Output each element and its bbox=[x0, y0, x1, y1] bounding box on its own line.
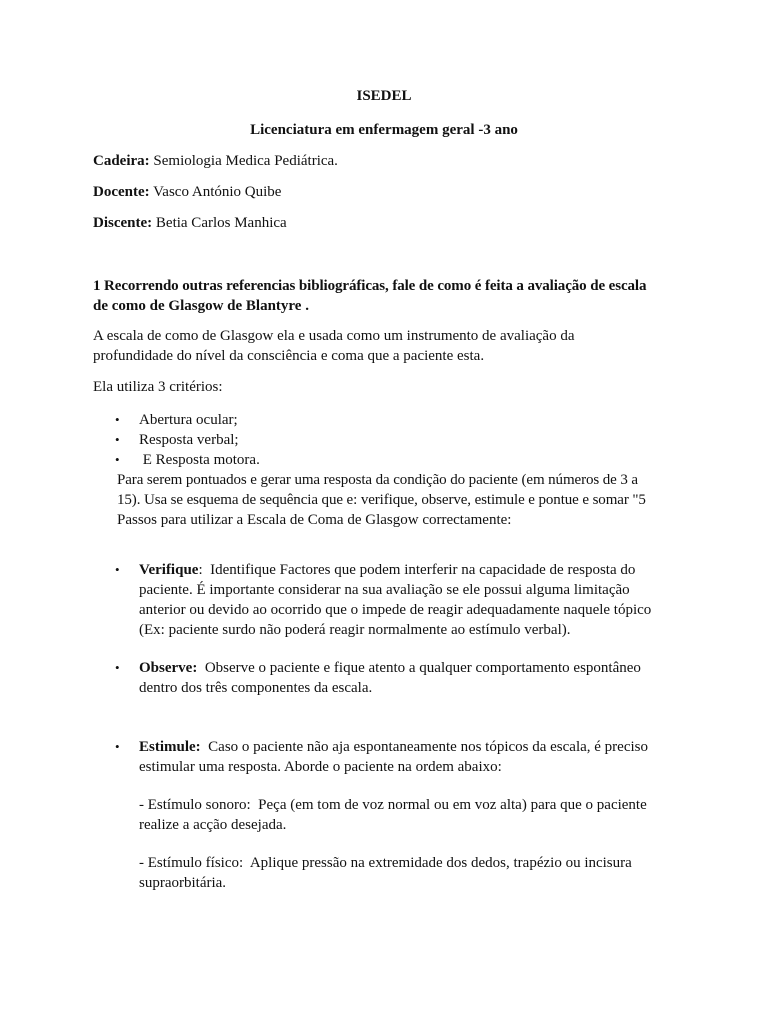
bullet-icon: • bbox=[115, 432, 120, 447]
institution-title: ISEDEL bbox=[356, 88, 412, 104]
verifique-line-2: paciente. É importante considerar na sua avaliação se ele possui alguma limitação bbox=[139, 582, 630, 598]
docente-value: Vasco António Quibe bbox=[149, 184, 282, 200]
observe-text-1: Observe o paciente e fique atento a qualquer comportamento espontâneo bbox=[197, 660, 641, 676]
intro-line-2: profundidade do nível da consciência e coma que a paciente esta. bbox=[93, 348, 485, 364]
criteria-lead: Ela utiliza 3 critérios: bbox=[93, 379, 223, 395]
criteria-item-3: E Resposta motora. bbox=[139, 452, 260, 468]
criteria-item-1: Abertura ocular; bbox=[139, 412, 238, 428]
docente-line bbox=[93, 182, 281, 202]
scoring-line-2: 15). Usa se esquema de sequência que e: verifique, observe, estimule e pontue e somar "5 bbox=[117, 492, 646, 508]
bullet-icon: • bbox=[115, 452, 120, 467]
discente-label: Discente: bbox=[93, 215, 153, 231]
scoring-line-3: Passos para utilizar a Escala de Coma de Glasgow correctamente: bbox=[117, 512, 512, 528]
verifique-term: Verifique bbox=[139, 562, 199, 578]
observe-line-1 bbox=[139, 658, 641, 678]
bullet-icon: • bbox=[115, 739, 120, 754]
stimulus-fisico-line-1: - Estímulo físico: Aplique pressão na extremidade dos dedos, trapézio ou incisura bbox=[139, 855, 632, 871]
verifique-line-4: (Ex: paciente surdo não poderá reagir normalmente ao estímulo verbal). bbox=[139, 622, 571, 638]
estimule-term: Estimule: bbox=[139, 739, 201, 755]
question-line-1: 1 Recorrendo outras referencias bibliográficas, fale de como é feita a avaliação de escala bbox=[93, 278, 647, 294]
bullet-icon: • bbox=[115, 660, 120, 675]
question-line-2: de como de Glasgow de Blantyre . bbox=[93, 298, 309, 314]
estimule-line-2: estimular uma resposta. Aborde o paciente na ordem abaixo: bbox=[139, 759, 502, 775]
verifique-line-1 bbox=[139, 560, 635, 580]
cadeira-line bbox=[93, 151, 338, 171]
verifique-line-3: anterior ou devido ao ocorrido que o impede de reagir adequadamente naquele tópico bbox=[139, 602, 652, 618]
intro-line-1: A escala de como de Glasgow ela e usada como um instrumento de avaliação da bbox=[93, 328, 575, 344]
bullet-icon: • bbox=[115, 412, 120, 427]
bullet-icon: • bbox=[115, 562, 120, 577]
observe-line-2: dentro dos três componentes da escala. bbox=[139, 680, 373, 696]
course-title: Licenciatura em enfermagem geral -3 ano bbox=[250, 122, 518, 138]
stimulus-fisico-line-2: supraorbitária. bbox=[139, 875, 227, 891]
verifique-text-1: : Identifique Factores que podem interferir na capacidade de resposta do bbox=[198, 562, 636, 578]
discente-line bbox=[93, 213, 287, 233]
stimulus-sonoro-line-1: - Estímulo sonoro: Peça (em tom de voz normal ou em voz alta) para que o paciente bbox=[139, 797, 647, 813]
estimule-text-1: Caso o paciente não aja espontaneamente nos tópicos da escala, é preciso bbox=[200, 739, 648, 755]
scoring-line-1: Para serem pontuados e gerar uma resposta da condição do paciente (em números de 3 a bbox=[117, 472, 638, 488]
discente-value: Betia Carlos Manhica bbox=[152, 215, 287, 231]
estimule-line-1 bbox=[139, 737, 648, 757]
stimulus-sonoro-line-2: realize a acção desejada. bbox=[139, 817, 287, 833]
docente-label: Docente: bbox=[93, 184, 150, 200]
criteria-item-2: Resposta verbal; bbox=[139, 432, 239, 448]
cadeira-value: Semiologia Medica Pediátrica. bbox=[149, 153, 338, 169]
observe-term: Observe: bbox=[139, 660, 198, 676]
cadeira-label: Cadeira: bbox=[93, 153, 150, 169]
